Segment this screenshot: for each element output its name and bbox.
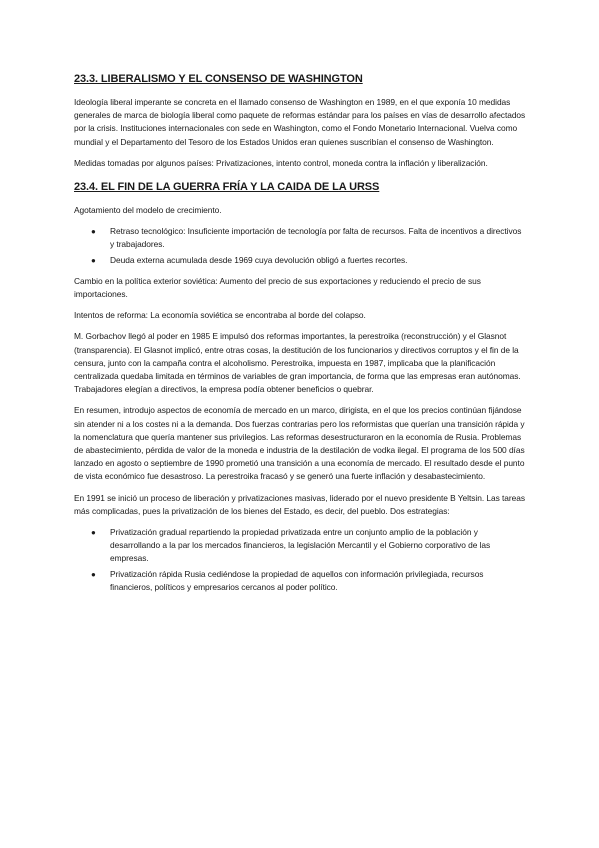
- paragraph-agotamiento: Agotamiento del modelo de crecimiento.: [74, 205, 222, 216]
- section-heading-fin-guerra-fria: 23.4. EL FIN DE LA GUERRA FRÍA Y LA CAIDA DE LA URSS: [74, 181, 380, 194]
- paragraph-consenso: Ideología liberal imperante se concreta en el llamado consenso de Washington en 1989, en el que exponía 10 medidas generales de marca de biología liberal como paquete de reformas estándar para los países en vías de desarrollo afectados por la crisis. Instituciones internacionales con sede en Washington, como el Fondo Monetario Internacional. Vuelva como mundial y el Departamento del Tesoro de los Estados Unidos eran quienes suscribían el consenso de Washington.: [74, 97, 526, 147]
- list-item-text: Privatización rápida Rusia cediéndose la propiedad de aquellos con información privilegiada, recursos financieros, políticos y empresarios cercanos al poder político.: [110, 568, 484, 592]
- list-item-text: Privatización gradual repartiendo la propiedad privatizada entre un conjunto amplio de la población y desarrollando a la par los mercados financieros, la legislación Mercantil y el Gobierno corporativo de las empresas.: [110, 527, 491, 564]
- list-item: [74, 526, 526, 566]
- paragraph-intentos-reforma: Intentos de reforma: La economía soviética se encontraba al borde del colapso.: [74, 310, 366, 321]
- paragraph-cambio-politica: Cambio en la política exterior soviética: Aumento del precio de sus exportaciones y reduciendo el precio de sus importaciones.: [74, 275, 481, 300]
- paragraph-medidas: Medidas tomadas por algunos países: Privatizaciones, intento control, moneda contra la inflación y liberalización.: [74, 157, 488, 168]
- list-item: [74, 254, 526, 267]
- section-heading-liberalismo: 23.3. LIBERALISMO Y EL CONSENSO DE WASHINGTON: [74, 73, 363, 85]
- list-item: [74, 568, 526, 594]
- bullet-list-estrategias: [74, 526, 526, 594]
- document-page: [74, 72, 526, 602]
- bullet-icon: ●: [91, 528, 96, 538]
- list-item-text: Deuda externa acumulada desde 1969 cuya devolución obligó a fuertes recortes.: [110, 254, 408, 265]
- bullet-icon: ●: [91, 255, 96, 265]
- paragraph-1991: En 1991 se inició un proceso de liberación y privatizaciones masivas, liderado por el nuevo presidente B Yeltsin. Las tareas más complicadas, pues la privatización de los bienes del Estado, es decir, del pueblo. Dos estrategias:: [74, 492, 525, 516]
- paragraph-gorbachov: M. Gorbachov llegó al poder en 1985 E impulsó dos reformas importantes, la perestroika (reconstrucción) y el Glasnot (transparencia). El Glasnot implicó, entre otras cosas, la destitución de los funcionarios y directivos corruptos y el fin de la censura, junto con la campaña contra el alcoholismo. Perestroika, impuesta en 1987, implicaba que la planificación centralizada quedaba limitada en términos de variables de gran importancia, de forma que las empresas eran autónomas. Trabajadores elegían a directivos, la empresa podía obtener beneficios o quebrar.: [74, 331, 521, 395]
- bullet-icon: ●: [91, 569, 96, 579]
- list-item: [74, 225, 526, 251]
- bullet-list-causas: [74, 225, 526, 267]
- list-item-text: Retraso tecnológico: Insuficiente importación de tecnología por falta de recursos. Falta de incentivos a directivos y trabajadores.: [110, 226, 522, 250]
- paragraph-resumen: En resumen, introdujo aspectos de economía de mercado en un marco, dirigista, en el que los precios continúan fijándose sin atender ni a los costes ni a la demanda. Dos fuerzas contrarias pero los reformistas que querían una transición rápida y la nomenclatura que quería mantener sus privilegios. Las reformas desestructuraron en la economía de Rusia. Problemas de abastecimiento, pérdida de valor de la moneda e industria de la destilación de vodka ilegal. El programa de los 500 días lanzado en agosto o septiembre de 1990 prometió una transición a una economía de mercado. El resultado desde el punto de vista económico fue desastroso. La perestroika fracasó y se generó una fuerte inflación y desabastecimiento.: [74, 405, 525, 482]
- bullet-icon: ●: [91, 227, 96, 237]
